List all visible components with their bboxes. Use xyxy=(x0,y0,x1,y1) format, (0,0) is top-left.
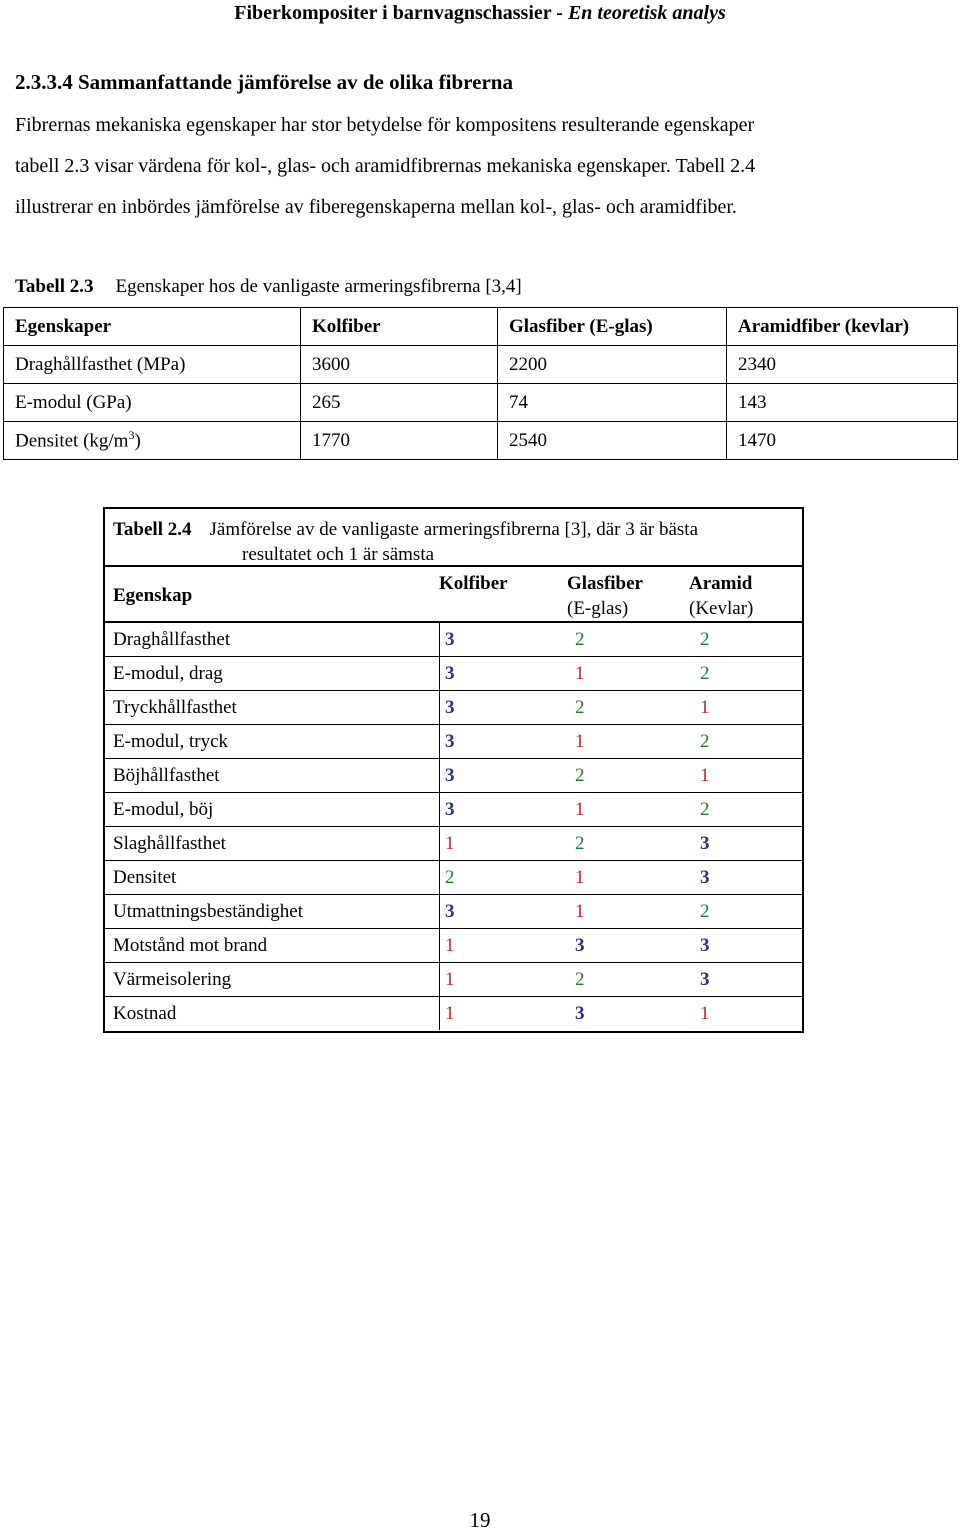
table1-cell: 1470 xyxy=(727,422,958,460)
table2-score-glas: 1 xyxy=(570,861,695,895)
table2-score-aramid: 2 xyxy=(695,793,802,827)
table2-score-glas: 2 xyxy=(570,963,695,997)
table2-score-glas: 2 xyxy=(570,691,695,725)
table2-caption xyxy=(113,517,698,567)
table2-score-aramid: 2 xyxy=(695,725,802,759)
table2-property-name: Böjhållfasthet xyxy=(105,759,440,793)
table2-score-kol: 3 xyxy=(440,657,571,691)
table1-cell: 265 xyxy=(301,384,498,422)
table2-score-aramid: 3 xyxy=(695,929,802,963)
table2-property-name: Motstånd mot brand xyxy=(105,929,440,963)
density-label: Densitet (kg/m xyxy=(15,430,129,452)
table1-cell: E-modul (GPa) xyxy=(4,384,301,422)
paragraph-line: Fibrernas mekaniska egenskaper har stor betydelse för kompositens resulterande egenskaper xyxy=(15,114,755,136)
table2-score-glas: 1 xyxy=(570,657,695,691)
table2-score-glas: 3 xyxy=(570,929,695,963)
table1-caption-label: Tabell 2.3 xyxy=(15,276,94,297)
density-suffix: ) xyxy=(134,430,141,452)
table2-header-glas-top: Glasfiber xyxy=(567,573,643,594)
table1-cell: Draghållfasthet (MPa) xyxy=(4,346,301,384)
table-row xyxy=(4,346,958,384)
table2-header-glas xyxy=(567,571,643,621)
table1-cell: 143 xyxy=(727,384,958,422)
table2-property-name: Slaghållfasthet xyxy=(105,827,440,861)
table2-header-aramid-bottom: (Kevlar) xyxy=(689,598,754,619)
page-header xyxy=(0,0,960,26)
table2-property-name: Värmeisolering xyxy=(105,963,440,997)
table2-property-name: E-modul, drag xyxy=(105,657,440,691)
table-row xyxy=(4,384,958,422)
header-subtitle: En teoretisk analys xyxy=(567,2,726,24)
table2-property-name: Tryckhållfasthet xyxy=(105,691,440,725)
table2-score-aramid: 2 xyxy=(695,657,802,691)
table2-property-name: Densitet xyxy=(105,861,440,895)
table2-caption-label: Tabell 2.4 xyxy=(113,519,192,540)
table2-score-kol: 3 xyxy=(440,622,571,657)
table2-property-name: E-modul, tryck xyxy=(105,725,440,759)
table2-score-aramid: 1 xyxy=(700,1002,710,1024)
table2-property-name: Utmattningsbeständighet xyxy=(105,895,440,929)
table2-header-aramid xyxy=(689,571,753,621)
paragraph-line: tabell 2.3 visar värdena för kol-, glas- och aramidfibrernas mekaniska egenskaper. Tabell 2.4 xyxy=(15,155,756,177)
table-row xyxy=(105,895,802,929)
table1-header-text: Glasfiber (E-glas) xyxy=(509,315,653,337)
table-row xyxy=(105,997,802,1031)
table1-cell: 3600 xyxy=(301,346,498,384)
table-row xyxy=(105,691,802,725)
table2-header-kol-label: Kolfiber xyxy=(439,573,508,594)
table2-score-aramid: 2 xyxy=(695,895,802,929)
table2-score-glas: 1 xyxy=(570,895,695,929)
table1 xyxy=(3,307,958,460)
table1-header-cell xyxy=(498,308,727,346)
table2-score-glas: 1 xyxy=(570,725,695,759)
table2-property-name: Kostnad xyxy=(105,997,440,1031)
section-heading: 2.3.3.4 Sammanfattande jämförelse av de olika fibrerna xyxy=(15,70,513,94)
table2-score-glas: 3 xyxy=(575,1002,585,1024)
table-row xyxy=(105,861,802,895)
table2-score-glas: 2 xyxy=(570,622,695,657)
table1-cell: 74 xyxy=(498,384,727,422)
table-row xyxy=(105,827,802,861)
table-row xyxy=(105,929,802,963)
table2-header-kol xyxy=(439,571,508,596)
table-row xyxy=(105,657,802,691)
table2-score-kol: 3 xyxy=(440,759,571,793)
table2-score-kol: 1 xyxy=(445,1002,455,1024)
header-title: Fiberkompositer i barnvagnschassier - xyxy=(234,2,568,24)
page-number: 19 xyxy=(469,1508,491,1532)
table2-score-kol: 1 xyxy=(440,929,571,963)
table-row xyxy=(4,422,958,460)
table2-score-aramid: 1 xyxy=(695,691,802,725)
table2-score-aramid: 3 xyxy=(695,827,802,861)
table2-score-aramid: 3 xyxy=(695,963,802,997)
table2-caption-line1: Jämförelse av de vanligaste armeringsfibrerna [3], där 3 är bästa xyxy=(209,519,699,540)
table1-caption xyxy=(15,276,522,298)
table2-score-kol: 3 xyxy=(440,895,571,929)
table2-header-aramid-top: Aramid xyxy=(689,573,753,594)
table1-cell xyxy=(4,422,301,460)
table-row xyxy=(105,963,802,997)
table-row xyxy=(105,759,802,793)
table1-header-cell: Aramidfiber (kevlar) xyxy=(727,308,958,346)
table2-score-aramid: 3 xyxy=(695,861,802,895)
table1-cell: 2540 xyxy=(498,422,727,460)
table2-score-kol: 3 xyxy=(440,793,571,827)
table2-header-egenskap: Egenskap xyxy=(113,585,193,606)
table1-caption-text: Egenskaper hos de vanligaste armeringsfibrerna [3,4] xyxy=(115,276,522,297)
table2-score-glas: 2 xyxy=(570,759,695,793)
table2-score-kol: 2 xyxy=(440,861,571,895)
table2-score-kol: 3 xyxy=(440,691,571,725)
paragraph-line: illustrerar en inbördes jämförelse av fiberegenskaperna mellan kol-, glas- och aramidfiber. xyxy=(15,196,737,218)
table2-score-aramid: 1 xyxy=(695,759,802,793)
table2-score-aramid: 2 xyxy=(695,622,802,657)
density-superscript: 3 xyxy=(128,428,135,443)
table2-property-name: Draghållfasthet xyxy=(105,622,440,657)
table2-score-glas: 2 xyxy=(570,827,695,861)
table2 xyxy=(103,507,804,1033)
table2-score-kol: 1 xyxy=(440,963,571,997)
table2-score-glas: 1 xyxy=(570,793,695,827)
table2-header-glas-bottom: (E-glas) xyxy=(567,598,629,619)
table2-property-name: E-modul, böj xyxy=(105,793,440,827)
table2-score-kol: 1 xyxy=(440,827,571,861)
table1-header-row xyxy=(4,308,958,346)
table2-caption-line2: resultatet och 1 är sämsta xyxy=(242,544,435,565)
table2-score-kol: 3 xyxy=(440,725,571,759)
table1-cell: 2340 xyxy=(727,346,958,384)
table1-header-cell: Kolfiber xyxy=(301,308,498,346)
table2-header xyxy=(105,565,802,623)
table1-cell: 1770 xyxy=(301,422,498,460)
table-row xyxy=(105,725,802,759)
table-row xyxy=(105,793,802,827)
table-row xyxy=(105,622,802,657)
table1-header-cell: Egenskaper xyxy=(4,308,301,346)
table2-body xyxy=(105,621,802,1030)
table1-cell: 2200 xyxy=(498,346,727,384)
